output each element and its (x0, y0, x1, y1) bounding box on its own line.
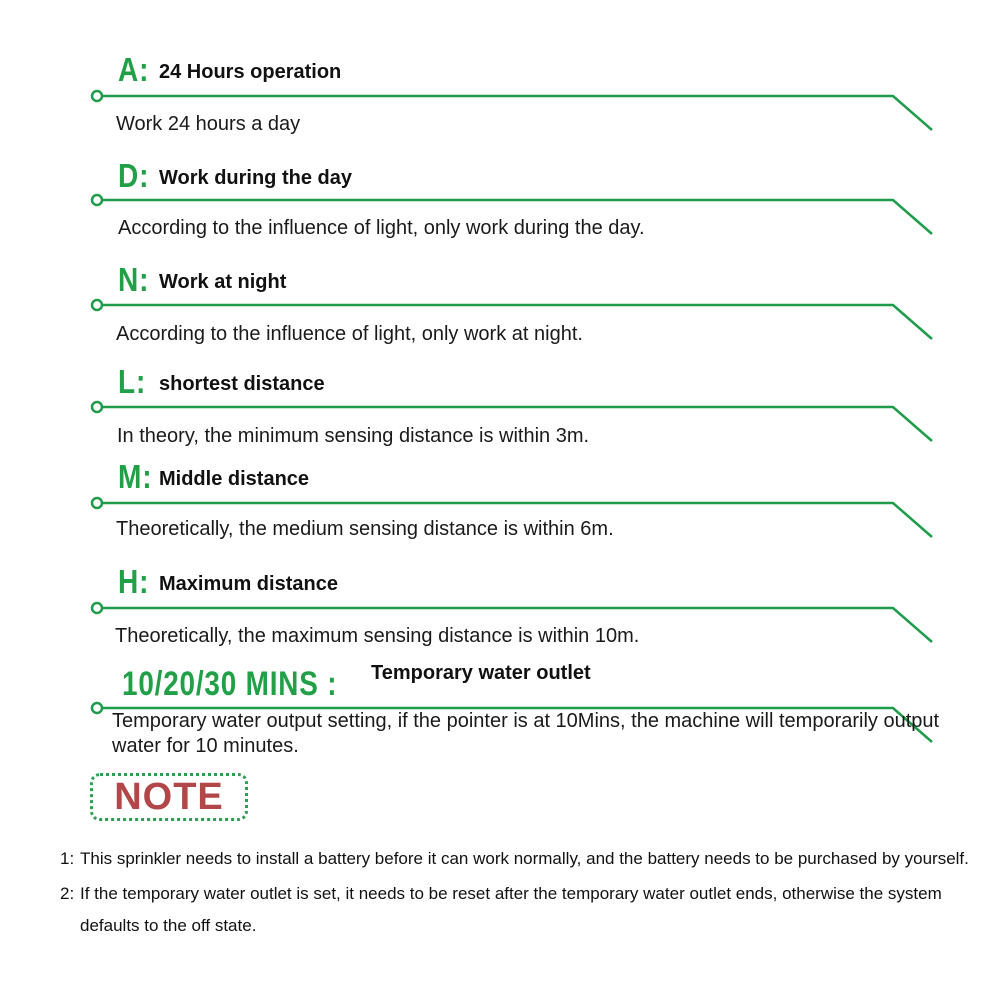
mode-title: shortest distance (159, 373, 325, 395)
mode-letter: N: (118, 261, 150, 298)
mode-description: Theoretically, the maximum sensing distance is within 10m. (115, 625, 640, 647)
note-number: 1: (60, 849, 75, 868)
note-heading: NOTE (114, 775, 224, 818)
mode-title: Maximum distance (159, 573, 338, 595)
mode-letter: A: (118, 51, 150, 88)
mode-letter: 10/20/30 MINS : (122, 665, 338, 703)
mode-description: Temporary water output setting, if the pointer is at 10Mins, the machine will temporarily output water for 10 minutes. (112, 710, 940, 757)
connector-line (0, 158, 1001, 258)
connector-line (0, 52, 1001, 152)
mode-letter: H: (118, 563, 150, 600)
note-badge (90, 773, 248, 821)
note-number: 2: (60, 884, 75, 903)
mode-description: Theoretically, the medium sensing distance is within 6m. (116, 518, 614, 540)
mode-letter: M: (118, 458, 153, 495)
connector-line (0, 262, 1001, 362)
mode-description: According to the influence of light, only work at night. (116, 323, 583, 345)
mode-title: Work during the day (159, 167, 352, 189)
note-text: This sprinkler needs to install a battery before it can work normally, and the battery needs to be purchased by yourself. (80, 849, 969, 868)
note-text: If the temporary water outlet is set, it needs to be reset after the temporary water outlet ends, otherwise the system defaults to the off state. (80, 884, 942, 935)
connector-line (0, 364, 1001, 464)
mode-description: According to the influence of light, only work during the day. (118, 217, 645, 239)
mode-letter: D: (118, 157, 150, 194)
notes-list (60, 843, 990, 945)
mode-description: In theory, the minimum sensing distance is within 3m. (117, 425, 590, 447)
mode-title: Middle distance (159, 468, 310, 490)
mode-title: 24 Hours operation (159, 61, 342, 83)
mode-description: Work 24 hours a day (116, 113, 301, 135)
connector-line (0, 459, 1001, 559)
note-item (60, 843, 990, 875)
mode-title: Temporary water outlet (371, 662, 591, 684)
note-item (60, 878, 990, 942)
mode-letter: L: (118, 363, 147, 400)
connector-line (0, 564, 1001, 664)
mode-title: Work at night (159, 271, 287, 293)
